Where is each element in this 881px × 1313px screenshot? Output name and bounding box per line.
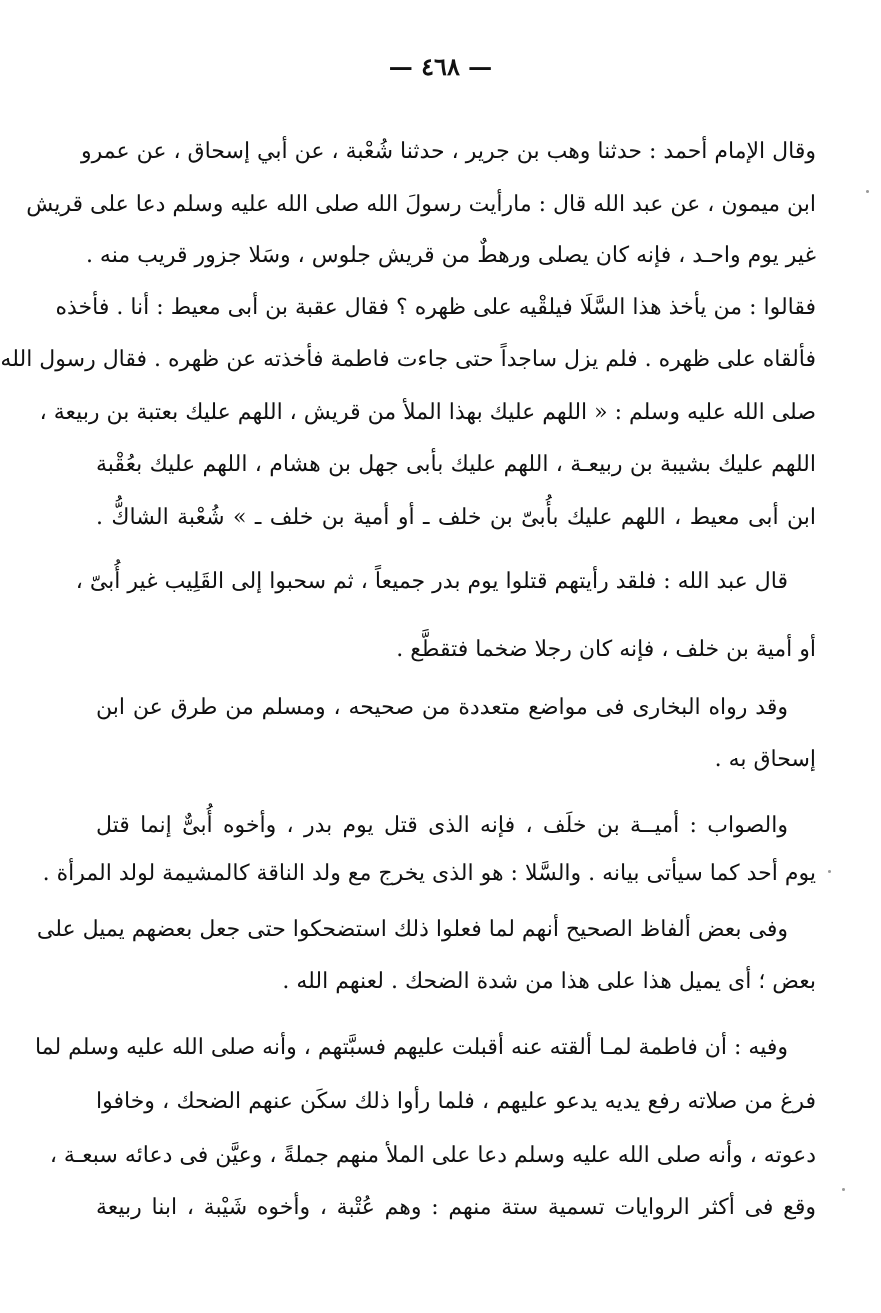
text-line-2: ابن ميمون ، عن عبد الله قال : مارأيت رسولَ الله صلى الله عليه وسلم دعا على قريش bbox=[26, 192, 816, 217]
text-line-6: صلى الله عليه وسلم : « اللهم عليك بهذا الملأ من قريش ، اللهم عليك بعتبة بن ربيعة ، bbox=[39, 400, 816, 425]
page-number: — ٤٦٨ — bbox=[388, 52, 493, 81]
text-line-16: بعض ؛ أى يميل هذا على هذا من شدة الضحك . لعنهم الله . bbox=[282, 969, 816, 994]
text-line-20: وقع فى أكثر الروايات تسمية ستة منهم : وهم عُتْبة ، وأخوه شَيْبة ، ابنا ربيعة bbox=[96, 1195, 816, 1220]
text-line-7: اللهم عليك بشيبة بن ربيعـة ، اللهم عليك بأبى جهل بن هشام ، اللهم عليك بعُقْبة bbox=[96, 452, 816, 477]
scan-speck bbox=[842, 1188, 845, 1191]
text-line-11: وقد رواه البخارى فى مواضع متعددة من صحيحه ، ومسلم من طرق عن ابن bbox=[96, 695, 788, 720]
text-line-18: فرغ من صلاته رفع يديه يدعو عليهم ، فلما رأوا ذلك سكَن عنهم الضحك ، وخافوا bbox=[96, 1089, 816, 1114]
text-line-17: وفيه : أن فاطمة لمـا ألقته عنه أقبلت عليهم فسبَّتهم ، وأنه صلى الله عليه وسلم لما bbox=[35, 1035, 788, 1060]
scan-speck bbox=[866, 190, 869, 193]
text-line-12: إسحاق به . bbox=[714, 747, 816, 772]
text-line-5: فألقاه على ظهره . فلم يزل ساجداً حتى جاءت فاطمة فأخذته عن ظهره . فقال رسول الله bbox=[0, 347, 816, 372]
text-line-15: وفى بعض ألفاظ الصحيح أنهم لما فعلوا ذلك استضحكوا حتى جعل بعضهم يميل على bbox=[36, 917, 788, 942]
text-line-3: غير يوم واحـد ، فإنه كان يصلى ورهطٌ من قريش جلوس ، وسَلا جزور قريب منه . bbox=[85, 243, 816, 268]
text-line-14: يوم أحد كما سيأتى بيانه . والسَّلا : هو الذى يخرج مع ولد الناقة كالمشيمة لولد المرأة . bbox=[42, 861, 816, 886]
text-line-13: والصواب : أميــة بن خلَف ، فإنه الذى قتل يوم بدر ، وأخوه أُبىٌّ إنما قتل bbox=[96, 813, 788, 838]
scan-speck bbox=[828, 870, 831, 873]
text-line-10: أو أمية بن خلف ، فإنه كان رجلا ضخما فتقطَّع . bbox=[396, 637, 816, 662]
text-line-8: ابن أبى معيط ، اللهم عليك بأُبىّ بن خلف ـ أو أمية بن خلف ـ » شُعْبة الشاكُّ . bbox=[96, 505, 816, 530]
text-line-4: فقالوا : من يأخذ هذا السَّلَا فيلقْيه على ظهره ؟ فقال عقبة بن أبى معيط : أنا . فأخذه bbox=[55, 295, 816, 320]
text-line-9: قال عبد الله : فلقد رأيتهم قتلوا يوم بدر جميعاً ، ثم سحبوا إلى القَلِيب غير أُبىّ ، bbox=[75, 569, 788, 594]
text-line-1: وقال الإمام أحمد : حدثنا وهب بن جرير ، حدثنا شُعْبة ، عن أبي إسحاق ، عن عمرو bbox=[80, 139, 816, 164]
text-line-19: دعوته ، وأنه صلى الله عليه وسلم دعا على الملأ منهم جملةً ، وعيَّن فى دعائه سبعـة ، bbox=[49, 1143, 816, 1168]
